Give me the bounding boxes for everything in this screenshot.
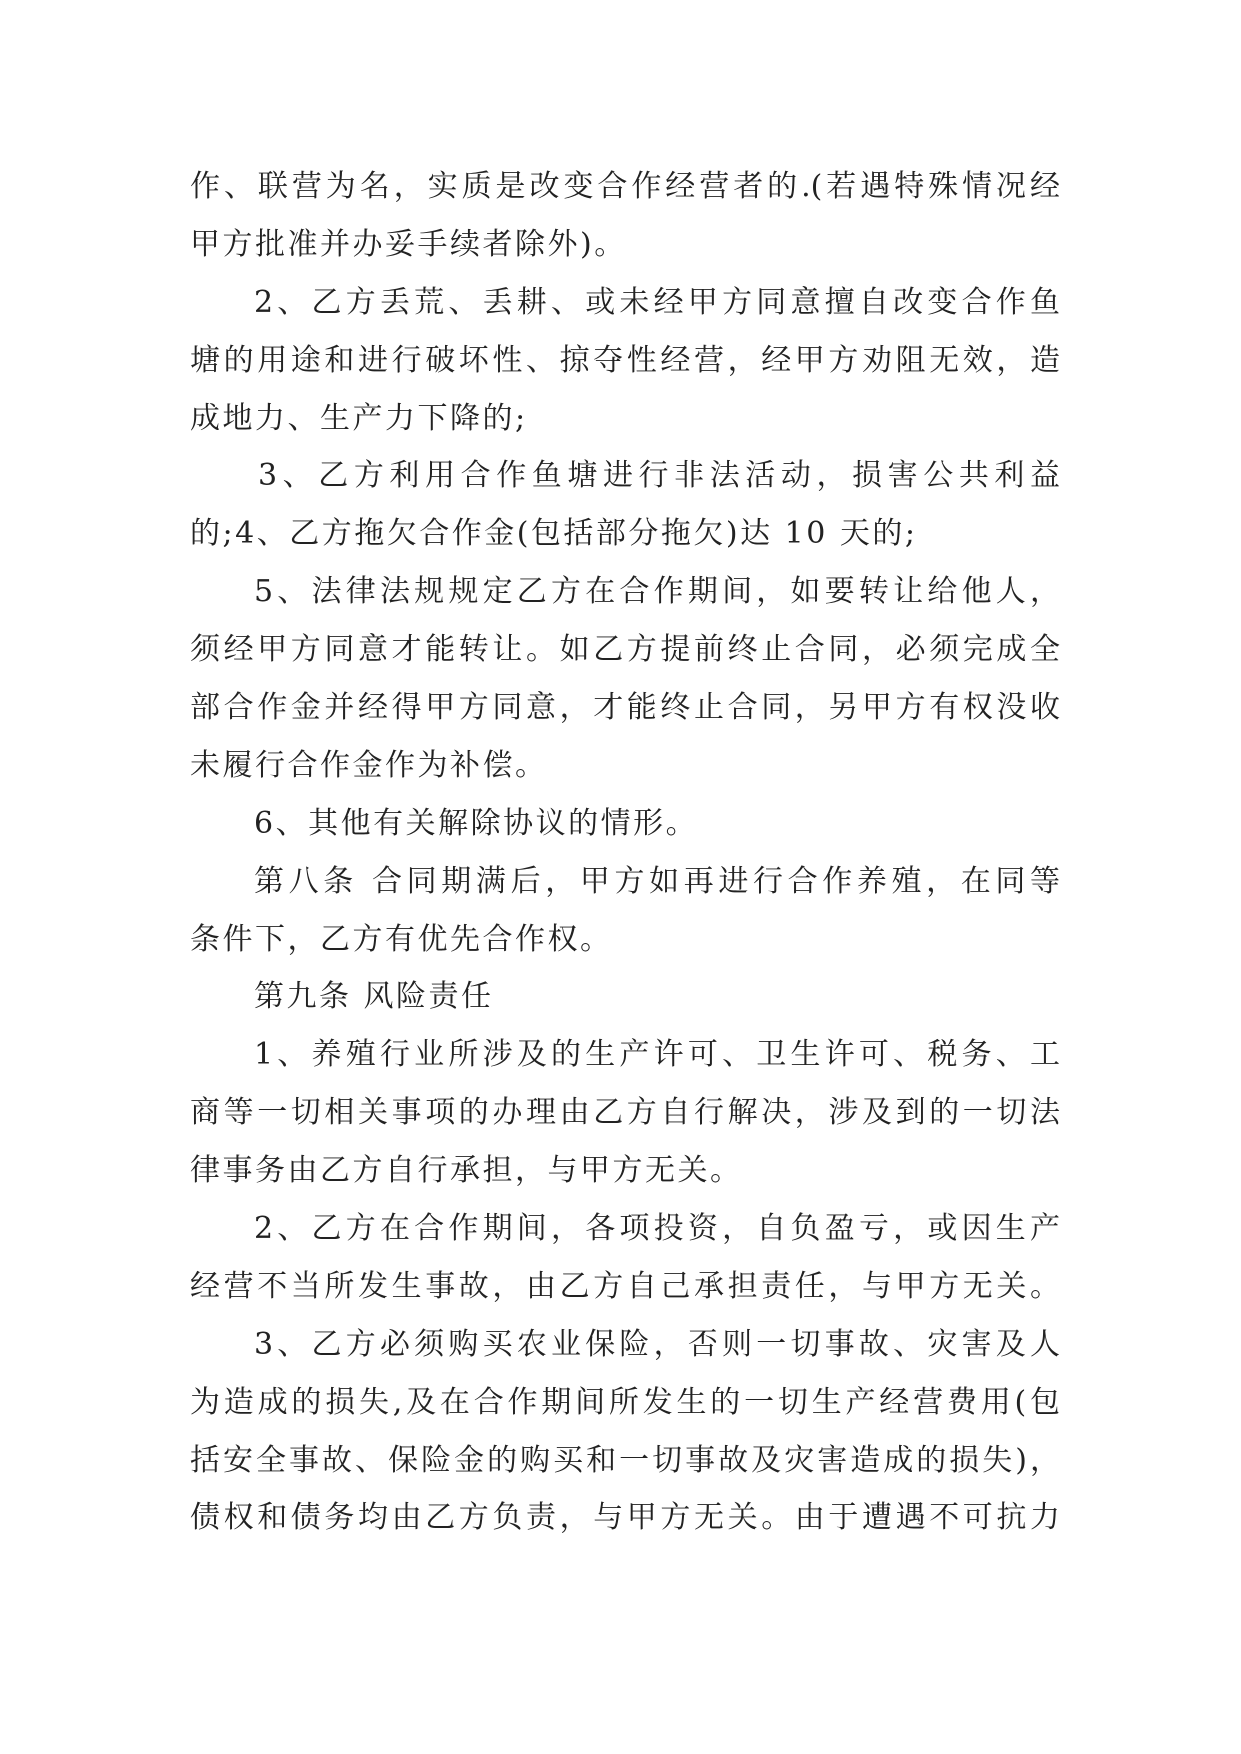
text-line: 为造成的损失,及在合作期间所发生的一切生产经营费用(包: [190, 1384, 1060, 1420]
text-line: 债权和债务均由乙方负责，与甲方无关。由于遭遇不可抗力: [190, 1500, 1060, 1536]
text-line: 成地力、生产力下降的;: [190, 400, 528, 436]
text-line: 作、联营为名，实质是改变合作经营者的.(若遇特殊情况经: [190, 169, 1060, 204]
text-line: 塘的用途和进行破坏性、掠夺性经营，经甲方劝阻无效，造: [190, 342, 1060, 378]
text-line: 条件下，乙方有优先合作权。: [190, 921, 613, 957]
text-line: 1、养殖行业所涉及的生产许可、卫生许可、税务、工: [254, 1037, 1060, 1073]
text-line: 须经甲方同意才能转让。如乙方提前终止合同，必须完成全: [190, 632, 1060, 668]
text-line: 3、乙方必须购买农业保险，否则一切事故、灾害及人: [254, 1326, 1060, 1362]
text-line: 律事务由乙方自行承担，与甲方无关。: [190, 1153, 743, 1189]
text-line: 第八条 合同期满后，甲方如再进行合作养殖，在同等: [254, 863, 1060, 899]
text-line: 商等一切相关事项的办理由乙方自行解决，涉及到的一切法: [190, 1095, 1060, 1131]
document-body: [190, 158, 1060, 1547]
text-line: 经营不当所发生事故，由乙方自己承担责任，与甲方无关。: [190, 1268, 1060, 1304]
text-line: 未履行合作金作为补偿。: [190, 747, 548, 783]
text-line: 甲方批准并办妥手续者除外)。: [190, 226, 627, 262]
text-line: 括安全事故、保险金的购买和一切事故及灾害造成的损失)，: [190, 1442, 1060, 1478]
text-line: 3、乙方利用合作鱼塘进行非法活动，损害公共利益: [258, 458, 1060, 494]
text-line: 5、法律法规规定乙方在合作期间，如要转让给他人，: [254, 574, 1060, 610]
text-line: 部合作金并经得甲方同意，才能终止合同，另甲方有权没收: [190, 690, 1060, 726]
text-line: 2、乙方丢荒、丢耕、或未经甲方同意擅自改变合作鱼: [254, 284, 1060, 320]
text-line: 6、其他有关解除协议的情形。: [254, 805, 699, 841]
text-line: 的;4、乙方拖欠合作金(包括部分拖欠)达 10 天的;: [190, 516, 918, 552]
text-line: 2、乙方在合作期间，各项投资，自负盈亏，或因生产: [254, 1211, 1060, 1247]
section-heading: 第九条 风险责任: [254, 979, 494, 1015]
